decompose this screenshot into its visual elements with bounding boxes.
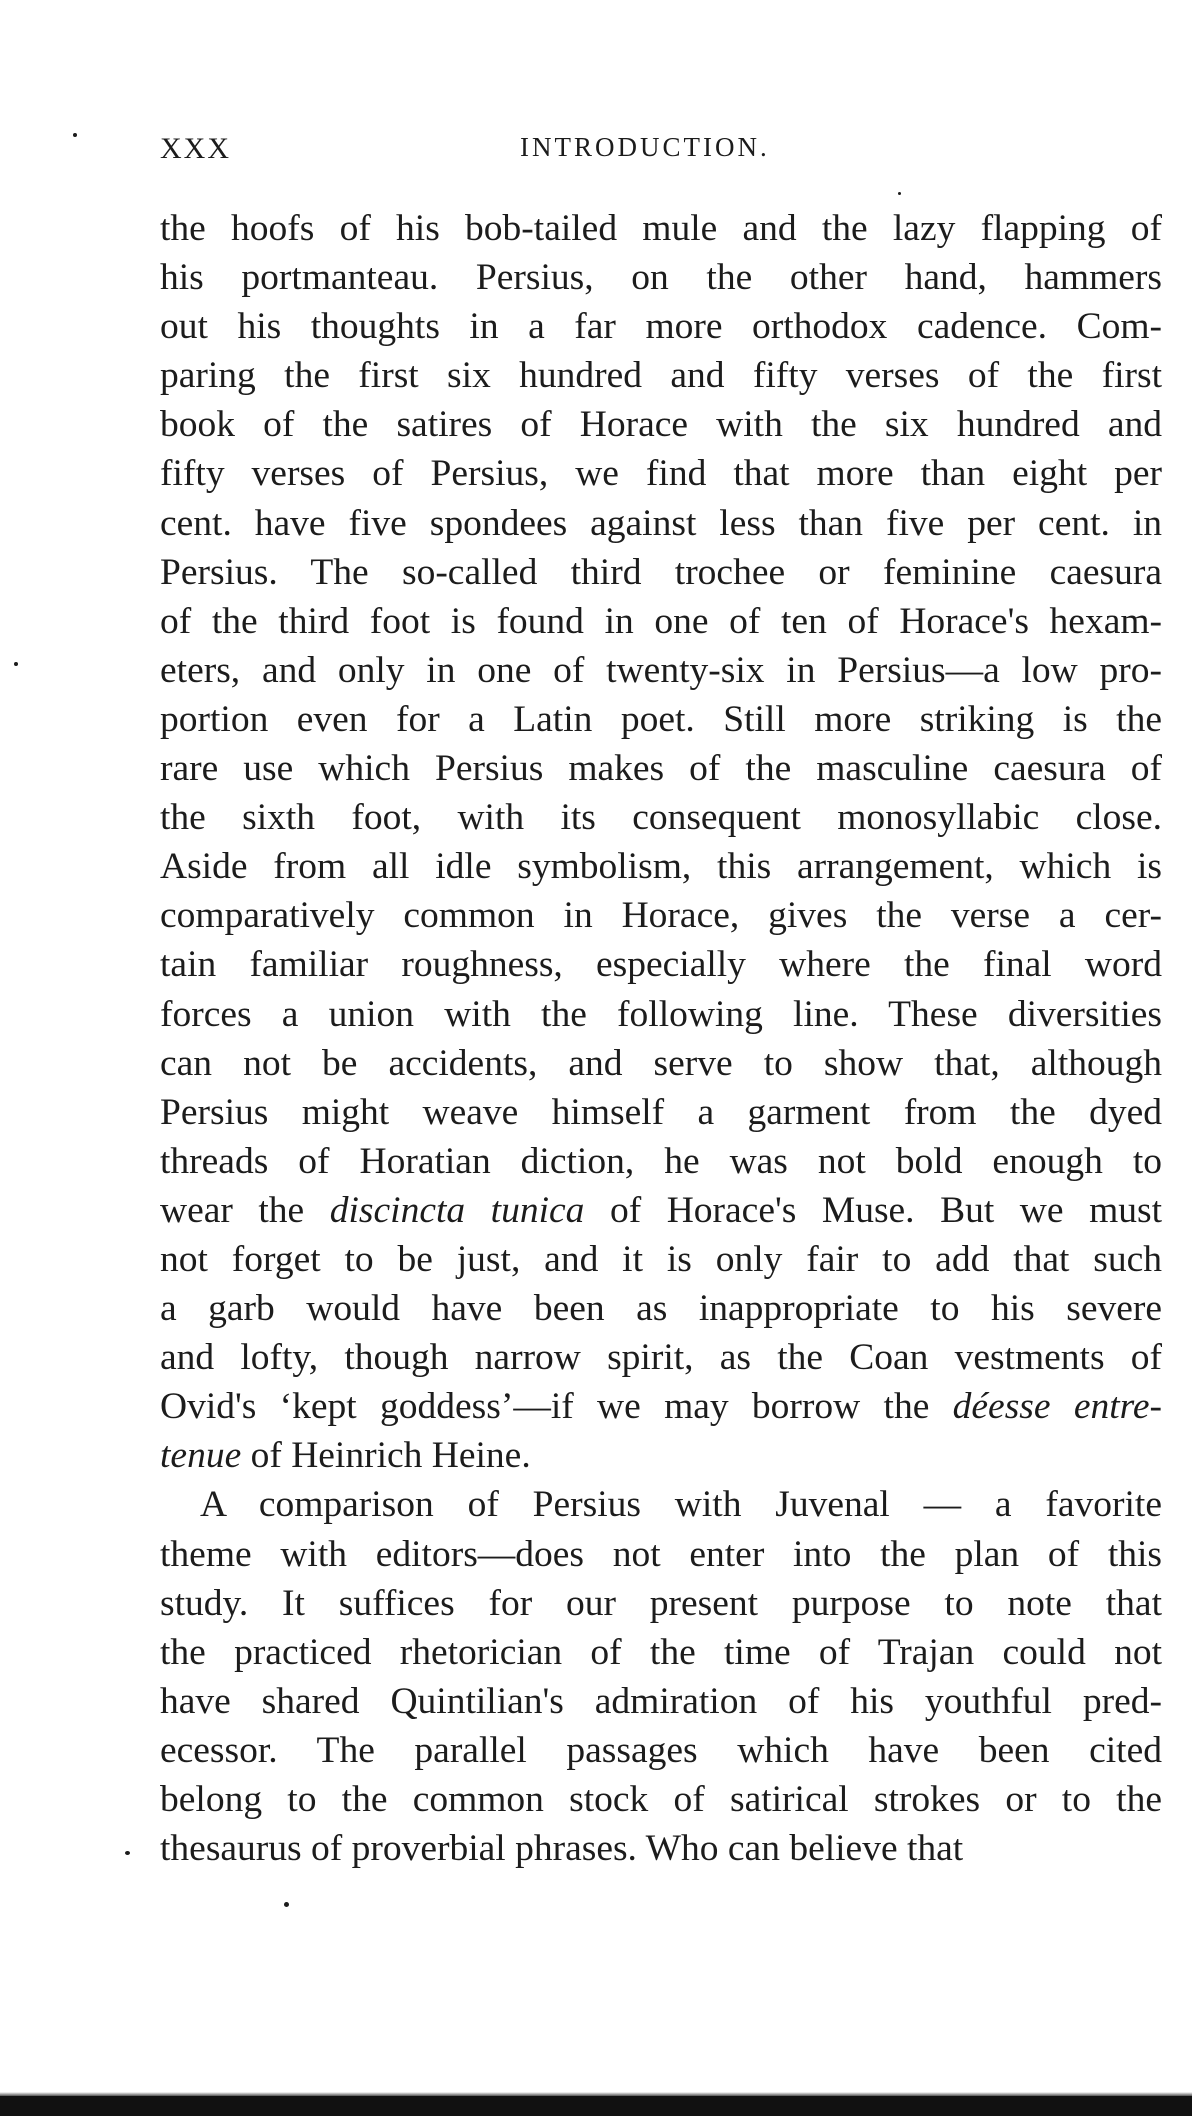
- text-segment: a garb would have been as inappropriate to his severe: [160, 1288, 1162, 1330]
- text-line: [160, 1186, 1162, 1235]
- text-line: [160, 1824, 1162, 1873]
- text-line: [160, 1039, 1162, 1088]
- speck: [284, 1902, 289, 1907]
- text-line: [160, 1382, 1162, 1431]
- paragraph: [160, 1480, 1162, 1873]
- text-line: [160, 1088, 1162, 1137]
- text-line: [160, 1284, 1162, 1333]
- text-line: [160, 597, 1162, 646]
- text-line: [160, 302, 1162, 351]
- text-line: [160, 204, 1162, 253]
- running-title: INTRODUCTION.: [520, 132, 770, 162]
- text-segment: of the third foot is found in one of ten of Horace's hexam-: [160, 600, 1162, 642]
- text-segment: thesaurus of proverbial phrases. Who can believe that: [160, 1828, 964, 1870]
- text-segment: portion even for a Latin poet. Still more striking is the: [160, 698, 1162, 740]
- text-line: [160, 253, 1162, 302]
- italic-phrase: déesse entre-: [952, 1386, 1162, 1428]
- text-line: [160, 351, 1162, 400]
- text-line: [160, 793, 1162, 842]
- text-segment: of Horace's Muse. But we must: [584, 1189, 1162, 1231]
- text-line: [160, 1530, 1162, 1579]
- text-segment: the practiced rhetorician of the time of Trajan could not: [160, 1631, 1162, 1673]
- text-segment: of Heinrich Heine.: [241, 1435, 531, 1477]
- text-line: [160, 695, 1162, 744]
- text-segment: paring the first six hundred and fifty verses of the first: [160, 355, 1162, 397]
- text-line: [160, 744, 1162, 793]
- text-segment: forces a union with the following line. These diversities: [160, 993, 1162, 1035]
- text-line: [160, 842, 1162, 891]
- text-segment: eters, and only in one of twenty-six in Persius—a low pro-: [160, 649, 1162, 691]
- text-line: [160, 548, 1162, 597]
- text-segment: and lofty, though narrow spirit, as the Coan vestments of: [160, 1337, 1162, 1379]
- text-segment: Ovid's ‘kept goddess’—if we may borrow the: [160, 1386, 953, 1428]
- text-segment: the hoofs of his bob-tailed mule and the lazy flapping of: [160, 208, 1162, 249]
- text-line: [160, 1726, 1162, 1775]
- text-segment: Persius. The so-called third trochee or feminine caesura: [160, 551, 1162, 593]
- text-segment: fifty verses of Persius, we find that more than eight per: [160, 453, 1162, 495]
- text-line: [160, 891, 1162, 940]
- text-line: [160, 1775, 1162, 1824]
- text-segment: A comparison of Persius with Juvenal — a favorite: [200, 1484, 1162, 1526]
- running-head: [160, 132, 812, 172]
- text-segment: his portmanteau. Persius, on the other hand, hammers: [160, 257, 1162, 299]
- text-segment: study. It suffices for our present purpose to note that: [160, 1582, 1162, 1624]
- text-line: [160, 1333, 1162, 1382]
- text-segment: cent. have five spondees against less than five per cent. in: [160, 502, 1162, 544]
- paragraph: [160, 204, 1162, 1480]
- page-number: XXX: [160, 132, 231, 165]
- body-text: [160, 204, 1162, 1873]
- speck: [14, 662, 18, 666]
- text-segment: comparatively common in Horace, gives the verse a cer-: [160, 895, 1162, 937]
- text-line: [160, 1579, 1162, 1628]
- text-line: [160, 1628, 1162, 1677]
- italic-phrase: discincta tunica: [329, 1189, 585, 1231]
- text-segment: can not be accidents, and serve to show that, although: [160, 1042, 1162, 1084]
- text-line: [160, 990, 1162, 1039]
- text-segment: not forget to be just, and it is only fair to add that such: [160, 1238, 1162, 1280]
- text-line: [160, 1235, 1162, 1284]
- text-line: [160, 449, 1162, 498]
- text-segment: theme with editors—does not enter into the plan of this: [160, 1533, 1162, 1575]
- text-line: [160, 400, 1162, 449]
- text-segment: have shared Quintilian's admiration of his youthful pred-: [160, 1680, 1162, 1722]
- text-line: [160, 1137, 1162, 1186]
- text-segment: Persius might weave himself a garment from the dyed: [160, 1091, 1162, 1133]
- text-segment: Aside from all idle symbolism, this arrangement, which is: [160, 846, 1162, 888]
- text-segment: rare use which Persius makes of the masculine caesura of: [160, 748, 1162, 790]
- text-line: [160, 940, 1162, 989]
- text-line: [160, 499, 1162, 548]
- text-segment: wear the: [160, 1189, 330, 1231]
- speck: [125, 1851, 130, 1855]
- scan-edge-bar: [0, 2096, 1192, 2116]
- text-line: [160, 1677, 1162, 1726]
- italic-phrase: tenue: [160, 1435, 242, 1477]
- text-segment: out his thoughts in a far more orthodox cadence. Com-: [160, 306, 1162, 348]
- text-segment: belong to the common stock of satirical strokes or to the: [160, 1779, 1162, 1820]
- text-line: [160, 646, 1162, 695]
- text-line: [160, 1431, 1162, 1480]
- text-segment: tain familiar roughness, especially where the final word: [160, 944, 1162, 986]
- text-line: [160, 1480, 1162, 1529]
- text-segment: the sixth foot, with its consequent monosyllabic close.: [160, 797, 1162, 839]
- speck: [898, 192, 901, 195]
- speck: [73, 133, 77, 137]
- text-segment: ecessor. The parallel passages which have been cited: [160, 1729, 1162, 1771]
- text-segment: threads of Horatian diction, he was not bold enough to: [160, 1140, 1162, 1182]
- text-segment: book of the satires of Horace with the six hundred and: [160, 404, 1162, 446]
